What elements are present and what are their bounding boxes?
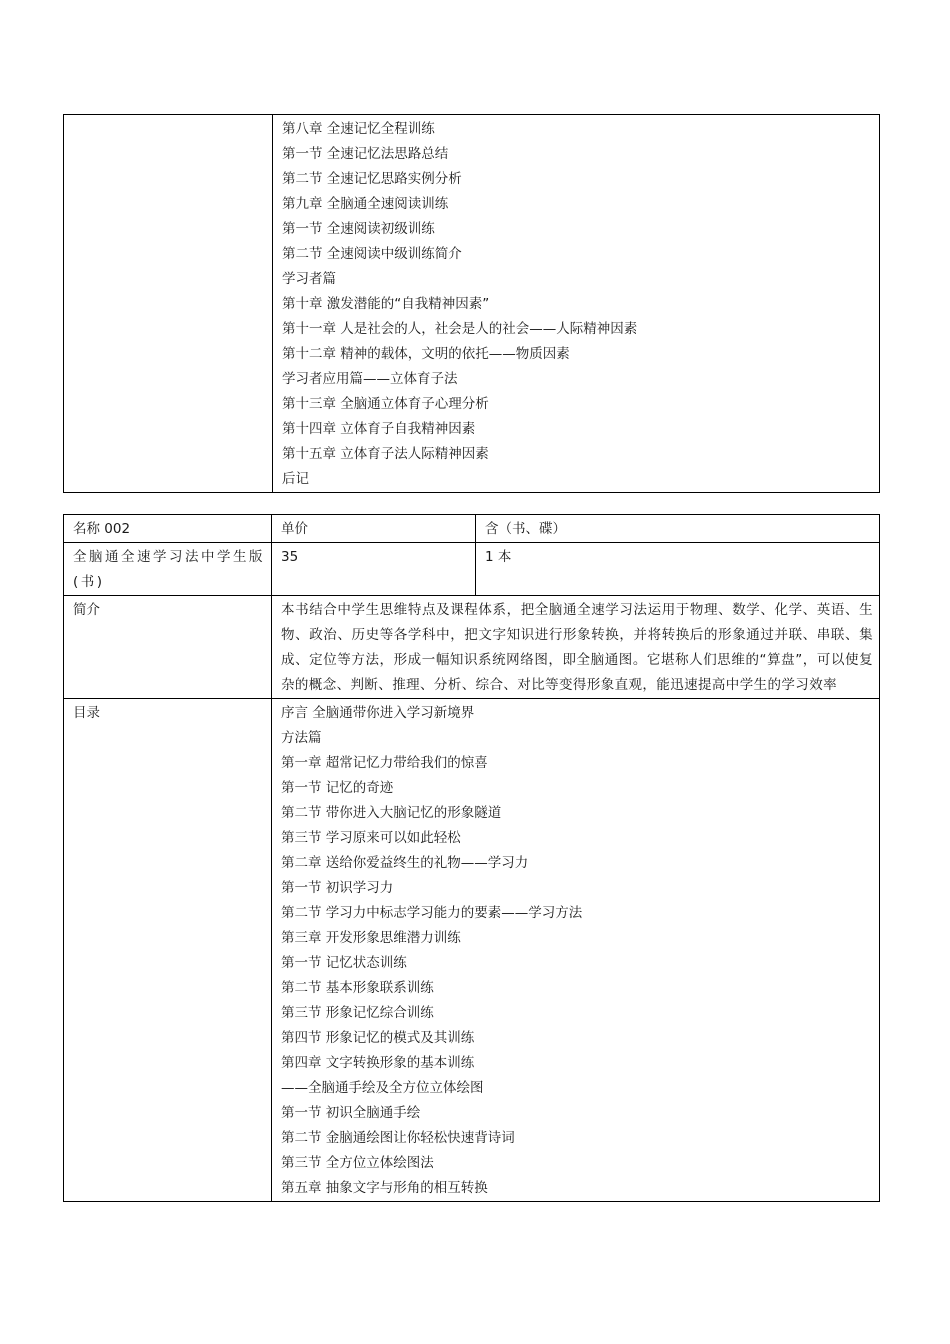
toc-line: 第一节 全速阅读初级训练 [282,221,435,237]
toc-table-continued [63,114,880,493]
toc-line: 序言 全脑通带你进入学习新境界 [281,705,475,721]
toc-line: 第二章 送给你爱益终生的礼物——学习力 [281,855,529,871]
empty-label-cell [64,115,273,493]
toc-line: 第三章 开发形象思维潜力训练 [281,930,461,946]
toc-label-cell: 目录 [64,699,272,1202]
intro-row [64,596,880,699]
toc-line: 后记 [282,471,309,487]
header-name-cell: 名称 002 [64,515,272,543]
product-title: 全脑通全速学习法中学生版(书) [73,549,265,590]
toc-line: 第十五章 立体育子法人际精神因素 [282,446,489,462]
toc-row [64,699,880,1202]
intro-label-cell: 简介 [64,596,272,699]
toc-line: 第四章 文字转换形象的基本训练 [281,1055,475,1071]
toc-line: 第十四章 立体育子自我精神因素 [282,421,476,437]
toc-line: 第五章 抽象文字与形角的相互转换 [281,1180,488,1196]
toc-line: 第三节 全方位立体绘图法 [281,1155,434,1171]
toc-cell [273,115,880,493]
toc-line: 第一节 记忆状态训练 [281,955,407,971]
toc-line: 第十二章 精神的载体，文明的依托——物质因素 [282,346,570,362]
header-includes-cell: 含（书、碟） [476,515,880,543]
table-row [64,115,880,493]
toc-line: 第四节 形象记忆的模式及其训练 [281,1030,475,1046]
toc-line: 第二节 金脑通绘图让你轻松快速背诗词 [281,1130,515,1146]
toc-line: 第一节 初识全脑通手绘 [281,1105,421,1121]
toc-cell [272,699,880,1202]
toc-line: 第八章 全速记忆全程训练 [282,121,435,137]
toc-line: 第二节 基本形象联系训练 [281,980,434,996]
intro-text-cell: 本书结合中学生思维特点及课程体系，把全脑通全速学习法运用于物理、数学、化学、英语、生物、政治、历史等各学科中，把文字知识进行形象转换，并将转换后的形象通过并联、串联、集成、定位等方法，形成一幅知识系统网络图，即全脑通图。它堪称人们思维的“算盘”，可以使复杂的概念、判断、推理、分析、综合、对比等变得形象直观，能迅速提高中学生的学习效率 [272,596,880,699]
product-price-cell: 35 [272,543,476,596]
toc-line: 第一节 记忆的奇迹 [281,780,394,796]
toc-line: 第二节 全速记忆思路实例分析 [282,171,462,187]
toc-line: 第一节 全速记忆法思路总结 [282,146,449,162]
toc-line: 第十一章 人是社会的人，社会是人的社会——人际精神因素 [282,321,638,337]
header-price-cell: 单价 [272,515,476,543]
product-table [63,514,880,1202]
product-row [64,543,880,596]
header-row [64,515,880,543]
toc-line: 第一章 超常记忆力带给我们的惊喜 [281,755,488,771]
toc-line: 第三节 形象记忆综合训练 [281,1005,434,1021]
toc-line: 第一节 初识学习力 [281,880,394,896]
toc-line: 方法篇 [281,730,322,746]
toc-line: 第三节 学习原来可以如此轻松 [281,830,461,846]
toc-line: ——全脑通手绘及全方位立体绘图 [281,1080,484,1096]
toc-line: 第十三章 全脑通立体育子心理分析 [282,396,489,412]
toc-line: 学习者篇 [282,271,336,287]
toc-line: 第十章 激发潜能的“自我精神因素” [282,296,490,312]
toc-line: 第九章 全脑通全速阅读训练 [282,196,449,212]
toc-line: 学习者应用篇——立体育子法 [282,371,458,387]
product-includes-cell: 1 本 [476,543,880,596]
toc-line: 第二节 学习力中标志学习能力的要素——学习方法 [281,905,583,921]
toc-line: 第二节 全速阅读中级训练简介 [282,246,462,262]
toc-line: 第二节 带你进入大脑记忆的形象隧道 [281,805,502,821]
product-title-cell [64,543,272,596]
